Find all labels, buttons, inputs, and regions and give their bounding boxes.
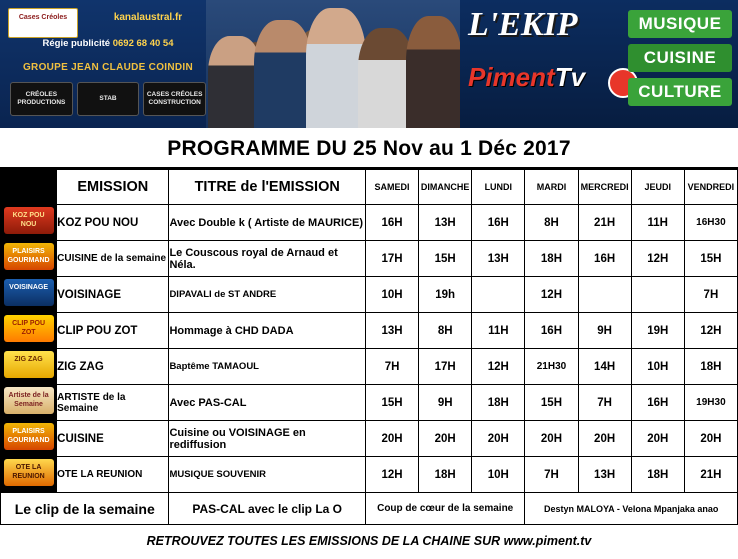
time-vendredi: 20H [684, 421, 737, 457]
ekip-title: L'EKIP [468, 6, 578, 43]
show-logo-cell [1, 205, 57, 241]
show-name: KOZ POU NOU [57, 205, 169, 241]
regie-label: Régie publicité [42, 38, 111, 49]
time-samedi: 7H [365, 349, 418, 385]
time-mardi: 8H [525, 205, 578, 241]
photo-person [306, 8, 366, 128]
col-jeudi: JEUDI [631, 170, 684, 205]
kanal-austral-url[interactable]: kanalaustral.fr [113, 12, 183, 23]
show-title: Avec PAS-CAL [169, 385, 366, 421]
col-vendredi: VENDREDI [684, 170, 737, 205]
time-jeudi: 19H [631, 313, 684, 349]
time-lundi: 11H [472, 313, 525, 349]
piment-tv-logo [468, 62, 585, 93]
table-row [1, 349, 738, 385]
show-name: CUISINE de la semaine [57, 241, 169, 277]
time-samedi: 10H [365, 277, 418, 313]
koz-pou-nou-logo: KOZ POU NOU [4, 207, 54, 234]
time-samedi: 17H [365, 241, 418, 277]
col-samedi: SAMEDI [365, 170, 418, 205]
time-dimanche: 19h [419, 277, 472, 313]
page-title: PROGRAMME DU 25 Nov au 1 Déc 2017 [167, 137, 571, 160]
time-vendredi: 21H [684, 457, 737, 493]
time-mardi: 7H [525, 457, 578, 493]
time-mercredi: 21H [578, 205, 631, 241]
clip-pou-zot-logo: CLIP POU ZOT [4, 315, 54, 342]
time-mercredi: 9H [578, 313, 631, 349]
time-vendredi: 12H [684, 313, 737, 349]
show-logo-cell [1, 313, 57, 349]
time-jeudi [631, 277, 684, 313]
time-dimanche: 20H [419, 421, 472, 457]
col-mercredi: MERCREDI [578, 170, 631, 205]
time-mercredi: 20H [578, 421, 631, 457]
cases-creoles-logo: Cases Créoles [8, 8, 78, 38]
piment-word: Piment [468, 62, 555, 92]
time-jeudi: 12H [631, 241, 684, 277]
zig-zag-logo: ZIG ZAG [4, 351, 54, 378]
tag-culture: CULTURE [628, 78, 732, 106]
table-row [1, 277, 738, 313]
time-lundi: 16H [472, 205, 525, 241]
page-title-bar [0, 131, 738, 169]
regie-publicite [8, 38, 208, 49]
clip-semaine-label: Le clip de la semaine [1, 493, 169, 525]
time-mercredi: 13H [578, 457, 631, 493]
show-title: Le Couscous royal de Arnaud et Néla. [169, 241, 366, 277]
clip-semaine-title: PAS-CAL avec le clip La O [169, 493, 366, 525]
tv-word: Tv [554, 62, 586, 92]
table-header [1, 170, 738, 205]
show-title: DIPAVALI de ST ANDRE [169, 277, 366, 313]
time-mardi: 20H [525, 421, 578, 457]
voisinage-logo: VOISINAGE [4, 279, 54, 306]
time-jeudi: 11H [631, 205, 684, 241]
time-vendredi: 7H [684, 277, 737, 313]
show-title: Baptême TAMAOUL [169, 349, 366, 385]
time-jeudi: 20H [631, 421, 684, 457]
header-banner [0, 0, 738, 131]
time-vendredi: 16H30 [684, 205, 737, 241]
bottom-note: RETROUVEZ TOUTES LES EMISSIONS DE LA CHAINE SUR www.piment.tv [0, 525, 738, 557]
show-title: MUSIQUE SOUVENIR [169, 457, 366, 493]
time-lundi: 10H [472, 457, 525, 493]
banner-right-panel [460, 0, 738, 128]
table-row [1, 457, 738, 493]
time-lundi: 12H [472, 349, 525, 385]
photo-person [254, 20, 312, 128]
table-body [1, 205, 738, 525]
show-name: OTE LA REUNION [57, 457, 169, 493]
col-dimanche: DIMANCHE [419, 170, 472, 205]
program-table [0, 169, 738, 525]
time-mercredi: 14H [578, 349, 631, 385]
coup-de-coeur-value: Destyn MALOYA - Velona Mpanjaka anao [525, 493, 738, 525]
show-title: Avec Double k ( Artiste de MAURICE) [169, 205, 366, 241]
time-mardi: 21H30 [525, 349, 578, 385]
time-dimanche: 18H [419, 457, 472, 493]
theme-tags [628, 10, 732, 112]
col-mardi: MARDI [525, 170, 578, 205]
groupe-name: GROUPE JEAN CLAUDE COINDIN [22, 62, 194, 73]
tag-cuisine: CUISINE [628, 44, 732, 72]
show-logo-cell [1, 349, 57, 385]
time-mardi: 15H [525, 385, 578, 421]
time-dimanche: 9H [419, 385, 472, 421]
time-dimanche: 17H [419, 349, 472, 385]
time-dimanche: 13H [419, 205, 472, 241]
table-row [1, 385, 738, 421]
time-samedi: 12H [365, 457, 418, 493]
time-jeudi: 18H [631, 457, 684, 493]
time-mardi: 12H [525, 277, 578, 313]
cuisine-logo: PLAISIRS GOURMAND [4, 423, 54, 450]
time-vendredi: 15H [684, 241, 737, 277]
show-logo-cell [1, 457, 57, 493]
time-dimanche: 8H [419, 313, 472, 349]
sponsor-logo: CRÉOLES PRODUCTIONS [10, 82, 73, 116]
col-emission: EMISSION [57, 170, 169, 205]
table-row [1, 421, 738, 457]
time-jeudi: 10H [631, 349, 684, 385]
time-samedi: 20H [365, 421, 418, 457]
time-lundi: 13H [472, 241, 525, 277]
regie-phone: 0692 68 40 54 [112, 38, 174, 49]
time-samedi: 16H [365, 205, 418, 241]
col-titre: TITRE de l'EMISSION [169, 170, 366, 205]
table-footer-row [1, 493, 738, 525]
sponsor-logo: STAB [77, 82, 140, 116]
team-photo [206, 0, 466, 128]
time-lundi: 18H [472, 385, 525, 421]
show-logo-cell [1, 421, 57, 457]
time-jeudi: 16H [631, 385, 684, 421]
time-mardi: 16H [525, 313, 578, 349]
time-vendredi: 19H30 [684, 385, 737, 421]
show-name: CUISINE [57, 421, 169, 457]
time-mercredi: 16H [578, 241, 631, 277]
cuisine-logo: PLAISIRS GOURMAND [4, 243, 54, 270]
show-name: ZIG ZAG [57, 349, 169, 385]
show-title: Cuisine ou VOISINAGE en rediffusion [169, 421, 366, 457]
col-lundi: LUNDI [472, 170, 525, 205]
show-name: CLIP POU ZOT [57, 313, 169, 349]
table-row [1, 313, 738, 349]
table-row [1, 205, 738, 241]
time-vendredi: 18H [684, 349, 737, 385]
show-name: ARTISTE de la Semaine [57, 385, 169, 421]
time-mercredi: 7H [578, 385, 631, 421]
photo-person [406, 16, 462, 128]
banner-left-panel [0, 0, 215, 128]
show-title: Hommage à CHD DADA [169, 313, 366, 349]
show-logo-cell [1, 241, 57, 277]
time-samedi: 15H [365, 385, 418, 421]
ote-la-reunion-logo: OTE LA REUNION [4, 459, 54, 486]
time-samedi: 13H [365, 313, 418, 349]
coup-de-coeur-label: Coup de cœur de la semaine [365, 493, 524, 525]
sponsor-logo: CASES CRÉOLES CONSTRUCTION [143, 82, 206, 116]
col-logo [1, 170, 57, 205]
table-row [1, 241, 738, 277]
time-lundi [472, 277, 525, 313]
sponsor-logos [10, 82, 206, 116]
time-mardi: 18H [525, 241, 578, 277]
artiste-semaine-logo: Artiste de la Semaine [4, 387, 54, 414]
time-lundi: 20H [472, 421, 525, 457]
time-mercredi [578, 277, 631, 313]
tag-musique: MUSIQUE [628, 10, 732, 38]
show-name: VOISINAGE [57, 277, 169, 313]
show-logo-cell [1, 385, 57, 421]
show-logo-cell [1, 277, 57, 313]
time-dimanche: 15H [419, 241, 472, 277]
